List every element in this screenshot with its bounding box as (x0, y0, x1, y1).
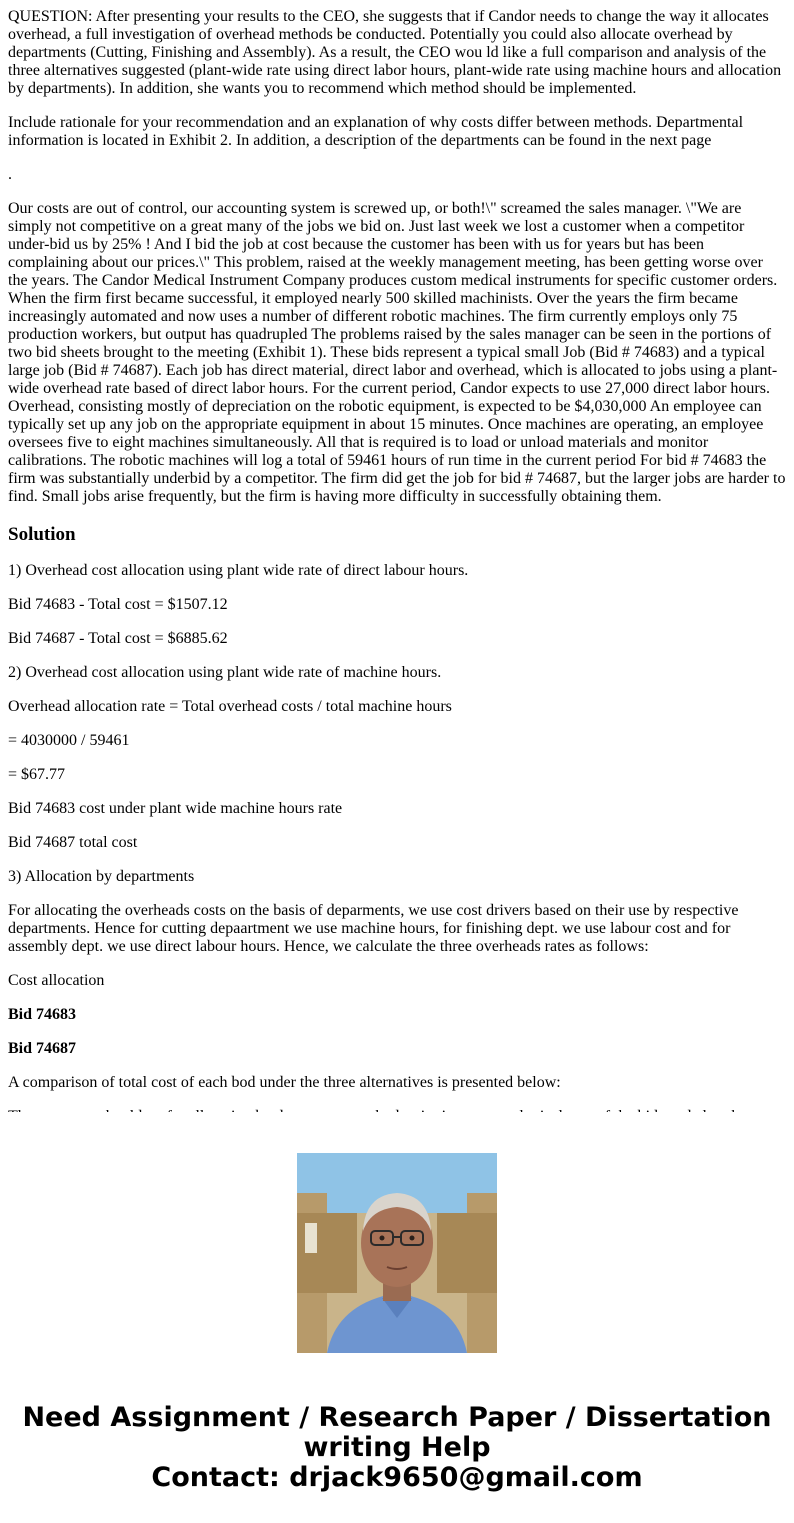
contact-banner (0, 1403, 794, 1493)
solution-line: 3) Allocation by departments (8, 868, 195, 885)
solution-line: = $67.77 (8, 766, 66, 783)
solution-line: 2) Overhead cost allocation using plant wide rate of machine hours. (8, 664, 442, 681)
banner-line: Need Assignment / Research Paper / Dissertation (22, 1402, 772, 1433)
promo-footer (0, 1112, 794, 1523)
solution-line: Bid 74687 total cost (8, 834, 138, 851)
bid-heading (8, 1040, 786, 1058)
bid-74683-label: Bid 74683 (8, 1006, 77, 1023)
instructions-paragraph: Include rationale for your recommendation and an explanation of why costs differ between methods. Departmental information is located in Exhibit 2. In addition, a description of the departments can be found in the next page (8, 114, 744, 149)
separator-dot: . (8, 166, 12, 183)
bid-74687-label: Bid 74687 (8, 1040, 77, 1057)
solution-line: For allocating the overheads costs on the basis of deparments, we use cost drivers based on their use by respective departments. Hence for cutting depaartment we use machine hours, for finishing dept. we use labour cost and for assembly dept. we use direct labour hours. Hence, we calculate the three overheads rates as follows: (8, 902, 739, 955)
solution-heading: Solution (8, 524, 76, 545)
case-paragraph: Our costs are out of control, our accounting system is screwed up, or both!\" screamed the sales manager. \"We are simply not competitive on a great many of the jobs we bid on. Just last week we lost a customer when a competitor under-bid us by 25% ! And I bid the job at cost because the customer has been with us for years but has been complaining about our prices.\" This problem, raised at the weekly management meeting, has been getting worse over the years. The Candor Medical Instrument Company produces custom medical instruments for specific customer orders. When the firm first became successful, it employed nearly 500 skilled machinists. Over the years the firm became increasingly automated and now uses a number of different robotic machines. The firm currently employs only 75 production workers, but output has quadrupled The problems raised by the sales manager can be seen in the portions of two bid sheets brought to the meeting (Exhibit 1). These bids represent a typical small Job (Bid # 74683) and a typical large job (Bid # 74687). Each job has direct material, direct labor and overhead, which is allocated to jobs using a plant-wide overhead rate based of direct labor hours. For the current period, Candor expects to use 27,000 direct labor hours. Overhead, consisting mostly of depreciation on the robotic equipment, is expected to be $4,030,000 An employee can typically set up any job on the appropriate equipment in about 15 minutes. Once machines are operating, an employee oversees five to eight machines simultaneously. All that is required is to load or unload materials and monitor calibrations. The robotic machines will log a total of 59461 hours of run time in the current period For bid # 74683 the firm was substantially underbid by a competitor. The firm did get the job for bid # 74687, but the larger jobs are harder to find. Small jobs arise frequently, but the firm is having more difficulty in successfully obtaining them. (8, 200, 786, 505)
author-avatar (297, 1153, 497, 1353)
solution-line: = 4030000 / 59461 (8, 732, 130, 749)
solution-line: Bid 74683 - Total cost = $1507.12 (8, 596, 228, 613)
solution-line: Overhead allocation rate = Total overhead costs / total machine hours (8, 698, 452, 715)
contact-email[interactable]: Contact: drjack9650@gmail.com (151, 1462, 643, 1493)
bid-heading (8, 1006, 786, 1024)
question-paragraph: QUESTION: After presenting your results to the CEO, she suggests that if Candor needs to change the way it allocates overhead, a full investigation of overhead methods be conducted. Potentially you could also allocate overhead by departments (Cutting, Finishing and Assembly). As a result, the CEO wou ld like a full comparison and analysis of the three alternatives suggested (plant-wide rate using direct labor hours, plant-wide rate using machine hours and allocation by departments). In addition, she wants you to recommend which method should be implemented. (8, 8, 782, 97)
banner-line: writing Help (303, 1432, 491, 1463)
solution-line: Cost allocation (8, 972, 105, 989)
solution-line: Bid 74687 - Total cost = $6885.62 (8, 630, 228, 647)
solution-line: 1) Overhead cost allocation using plant wide rate of direct labour hours. (8, 562, 469, 579)
solution-line: Bid 74683 cost under plant wide machine hours rate (8, 800, 343, 817)
author-photo-icon (297, 1153, 497, 1353)
document-content (8, 0, 786, 1112)
comparison-paragraph: A comparison of total cost of each bod under the three alternatives is presented below: (8, 1074, 561, 1091)
